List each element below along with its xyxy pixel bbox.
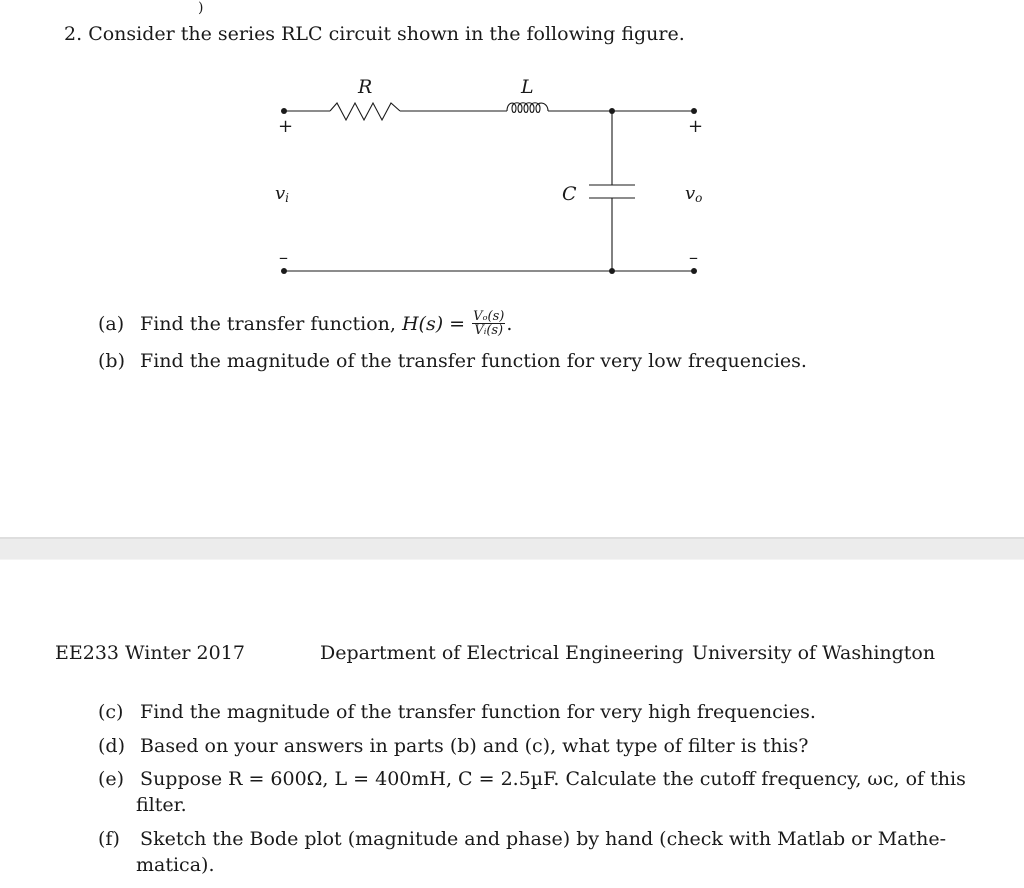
terminal-output-top (691, 108, 697, 114)
inductor-label: L (521, 76, 534, 98)
problem-number: 2. (64, 23, 83, 45)
part-d (98, 734, 809, 758)
part-a-period: . (506, 313, 513, 335)
part-e (98, 767, 966, 791)
footer-course: EE233 Winter 2017 (55, 642, 245, 664)
problem-heading (64, 22, 685, 46)
part-d-label: (d) (98, 735, 125, 757)
resistor-label: R (358, 76, 373, 98)
input-minus-sign: – (279, 247, 288, 268)
part-a (98, 308, 513, 338)
part-a-label: (a) (98, 313, 125, 335)
part-c-text: Find the magnitude of the transfer function for very high frequencies. (140, 701, 816, 723)
output-plus-sign: + (688, 116, 704, 137)
footer-university: University of Washington (692, 642, 936, 664)
part-f-label: (f) (98, 828, 120, 850)
part-f-text: Sketch the Bode plot (magnitude and phase) by hand (check with Matlab or Mathe- (140, 828, 947, 850)
node-top (609, 108, 615, 114)
part-e-continuation: filter. (136, 794, 187, 816)
part-b-label: (b) (98, 350, 125, 372)
terminal-output-bottom (691, 268, 697, 274)
part-e-text: Suppose R = 600Ω, L = 400mH, C = 2.5µF. Calculate the cutoff frequency, ωᴄ, of this (140, 768, 966, 790)
part-d-text: Based on your answers in parts (b) and (c), what type of filter is this? (140, 735, 809, 757)
part-f (98, 827, 946, 851)
part-a-text: Find the transfer function, (140, 313, 396, 335)
footer-department: Department of Electrical Engineering (320, 642, 684, 664)
part-e-label: (e) (98, 768, 125, 790)
previous-page-fragment: ) (198, 0, 204, 16)
terminal-input-bottom (281, 268, 287, 274)
input-plus-sign: + (278, 116, 294, 137)
fraction-denominator: Vᵢ(s) (474, 322, 504, 338)
terminal-input-top (281, 108, 287, 114)
fraction-numerator: Vₒ(s) (473, 308, 505, 324)
page-break-divider (0, 537, 1024, 560)
output-voltage-label: vo (685, 183, 703, 205)
transfer-function-lhs: H(s) = (401, 313, 472, 335)
output-minus-sign: – (689, 247, 698, 268)
part-b (98, 349, 807, 373)
part-f-continuation: matica). (136, 854, 215, 876)
part-b-text: Find the magnitude of the transfer function for very low frequencies. (140, 350, 807, 372)
transfer-function-fraction (472, 310, 505, 337)
part-c (98, 700, 816, 724)
node-bottom (609, 268, 615, 274)
inductor-symbol (507, 103, 548, 113)
problem-title: Consider the series RLC circuit shown in the following figure. (88, 23, 685, 45)
part-c-label: (c) (98, 701, 124, 723)
input-voltage-label: vi (275, 183, 290, 205)
capacitor-label: C (562, 183, 577, 205)
resistor-symbol (330, 103, 400, 120)
rlc-circuit-diagram (0, 60, 1024, 290)
